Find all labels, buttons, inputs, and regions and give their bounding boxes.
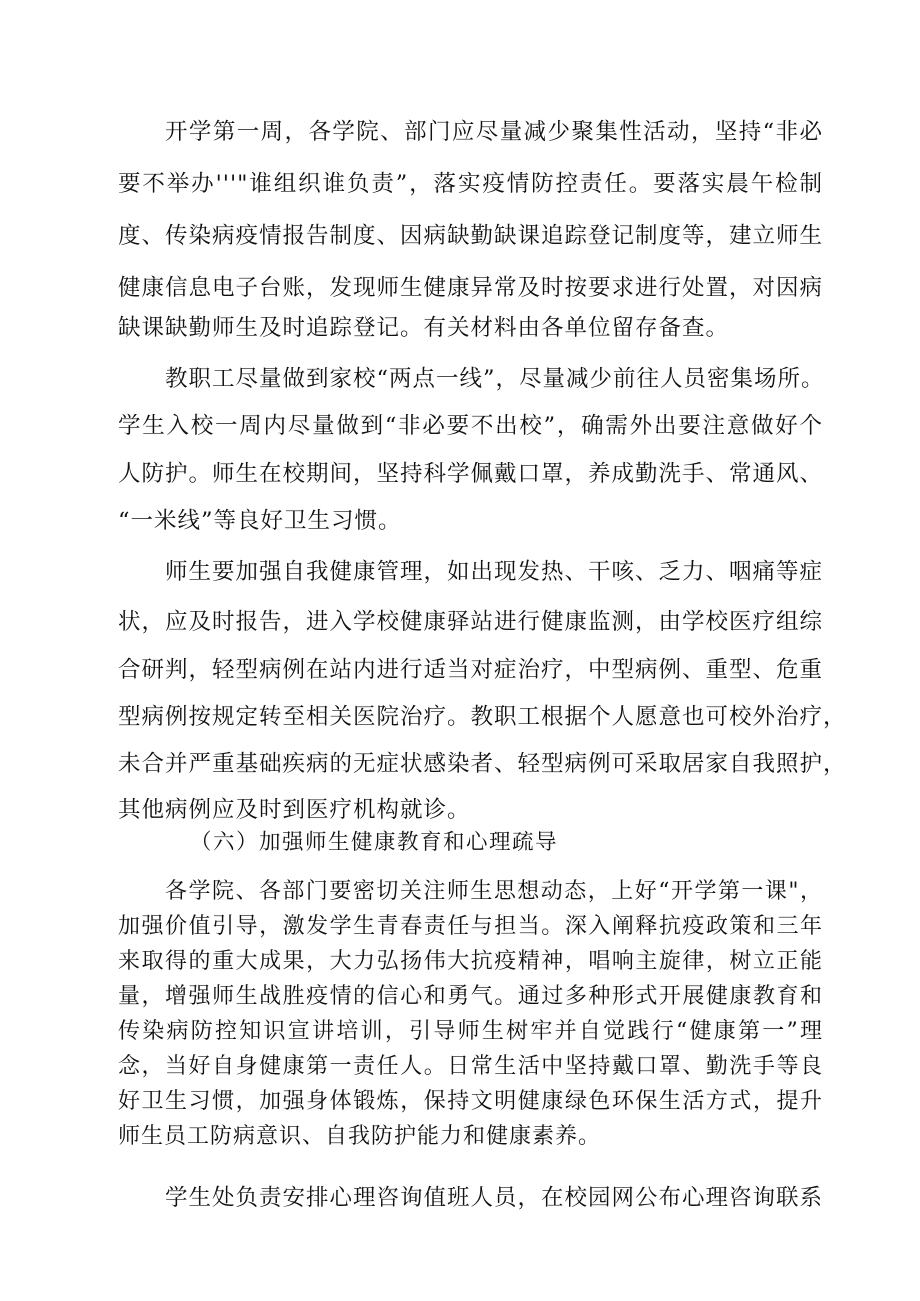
text-line: 型病例按规定转至相关医院治疗。教职工根据个人愿意也可校外治疗， <box>118 704 847 730</box>
text-line: 加强价值引导，激发学生青春责任与担当。深入阐释抗疫政策和三年 <box>118 914 823 939</box>
text-line: 师生员工防病意识、自我防护能力和健康素养。 <box>118 1124 602 1149</box>
text-line: 其他病例应及时到医疗机构就诊。 <box>118 797 471 823</box>
text-line: 传染病防控知识宣讲培训，引导师生树牢并自觉践行“健康第一”理 <box>118 1019 823 1044</box>
text-line: 要不举办'''"谁组织谁负责”，落实疫情防控责任。要落实晨午检制 <box>118 171 823 197</box>
section-heading: （六）加强师生健康教育和心理疏导 <box>190 830 559 855</box>
text-line: 学生入校一周内尽量做到“非必要不出校”，确需外出要注意做好个 <box>118 413 823 439</box>
text-line: 好卫生习惯，加强身体锻炼，保持文明健康绿色环保生活方式，提升 <box>118 1089 823 1114</box>
text-line: 各学院、各部门要密切关注师生思想动态，上好“开学第一课"， <box>165 879 823 904</box>
text-line: 教职工尽量做到家校“两点一线”，尽量减少前往人员密集场所。 <box>165 366 825 392</box>
text-line: 学生处负责安排心理咨询值班人员，在校园网公布心理咨询联系 <box>165 1185 824 1211</box>
text-line: 来取得的重大成果，大力弘扬伟大抗疫精神，唱响主旋律，树立正能 <box>118 949 823 974</box>
text-line: 念，当好自身健康第一责任人。日常生活中坚持戴口罩、勤洗手等良 <box>118 1054 823 1079</box>
text-line: 师生要加强自我健康管理，如出现发热、干咳、乏力、咽痛等症 <box>165 559 824 585</box>
text-line: 状，应及时报告，进入学校健康驿站进行健康监测，由学校医疗组综 <box>118 609 824 635</box>
text-line: 度、传染病疫情报告制度、因病缺勤缺课追踪登记制度等，建立师生 <box>118 223 824 249</box>
text-line: 缺课缺勤师生及时追踪登记。有关材料由各单位留存备查。 <box>118 315 730 341</box>
text-line: 量，增强师生战胜疫情的信心和勇气。通过多种形式开展健康教育和 <box>118 984 823 1009</box>
text-line: 未合并严重基础疾病的无症状感染者、轻型病例可采取居家自我照护， <box>118 751 847 777</box>
text-line: 健康信息电子台账，发现师生健康异常及时按要求进行处置，对因病 <box>118 275 824 301</box>
text-line: “一米线”等良好卫生习惯。 <box>118 508 402 534</box>
text-line: 合研判，轻型病例在站内进行适当对症治疗，中型病例、重型、危重 <box>118 657 824 683</box>
text-line: 人防护。师生在校期间，坚持科学佩戴口罩，养成勤洗手、常通风、 <box>118 461 824 487</box>
text-line: 开学第一周，各学院、部门应尽量减少聚集性活动，坚持“非必 <box>165 119 823 145</box>
